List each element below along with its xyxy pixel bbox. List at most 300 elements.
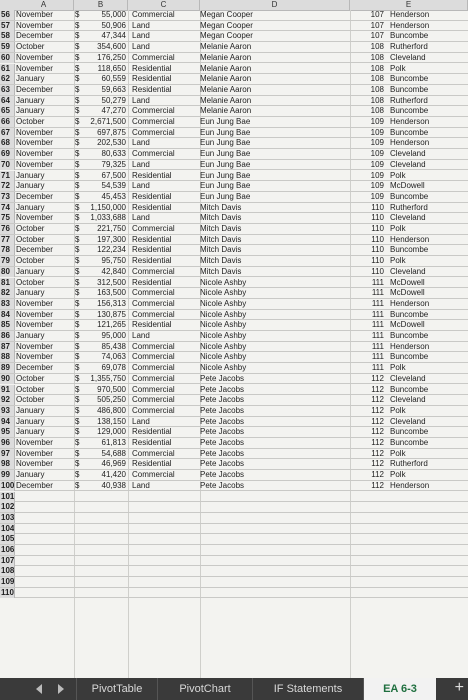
row-number[interactable]: 76 bbox=[0, 224, 15, 234]
type-cell[interactable]: Land bbox=[132, 20, 150, 30]
amount-cell[interactable]: 1,150,000 bbox=[90, 202, 126, 212]
row-number[interactable]: 67 bbox=[0, 128, 15, 138]
agent-code-cell[interactable]: 107 bbox=[370, 31, 384, 41]
agent-code-cell[interactable]: 110 bbox=[371, 224, 384, 233]
agent-cell[interactable]: Nicole Ashby bbox=[200, 341, 247, 351]
amount-cell[interactable]: 47,270 bbox=[101, 106, 126, 116]
amount-cell[interactable]: 74,063 bbox=[101, 352, 126, 362]
agent-cell[interactable]: Nicole Ashby bbox=[200, 352, 247, 362]
row-number[interactable]: 68 bbox=[0, 138, 15, 148]
row-number[interactable]: 66 bbox=[0, 117, 15, 127]
agent-cell[interactable]: Pete Jacobs bbox=[200, 395, 245, 405]
month-cell[interactable]: October bbox=[16, 224, 45, 233]
agent-cell[interactable]: Mitch Davis bbox=[200, 266, 242, 276]
month-cell[interactable]: November bbox=[16, 309, 53, 319]
row-number[interactable]: 61 bbox=[0, 64, 15, 74]
amount-cell[interactable]: 79,325 bbox=[101, 159, 126, 169]
row-number[interactable]: 77 bbox=[0, 235, 15, 245]
amount-cell[interactable]: 46,969 bbox=[101, 459, 126, 469]
type-cell[interactable]: Residential bbox=[132, 459, 172, 469]
month-cell[interactable]: January bbox=[16, 416, 45, 426]
empty-row[interactable] bbox=[0, 545, 468, 556]
table-row[interactable] bbox=[0, 278, 468, 289]
row-number[interactable]: 103 bbox=[1, 512, 15, 522]
amount-cell[interactable]: 202,530 bbox=[97, 138, 126, 148]
month-cell[interactable]: November bbox=[16, 352, 53, 362]
amount-cell[interactable]: 95,750 bbox=[101, 256, 126, 266]
month-cell[interactable]: December bbox=[16, 363, 53, 373]
office-cell[interactable]: Henderson bbox=[390, 341, 430, 351]
agent-cell[interactable]: Mitch Davis bbox=[200, 202, 242, 212]
type-cell[interactable]: Land bbox=[132, 31, 150, 41]
office-cell[interactable]: Polk bbox=[390, 224, 406, 233]
amount-cell[interactable]: 163,500 bbox=[97, 288, 126, 298]
tab-ea-6-3[interactable]: EA 6-3 bbox=[363, 678, 436, 700]
amount-cell[interactable]: 505,250 bbox=[97, 395, 126, 405]
office-cell[interactable]: Cleveland bbox=[390, 395, 426, 405]
type-cell[interactable]: Commercial bbox=[132, 363, 175, 373]
office-cell[interactable]: Buncombe bbox=[390, 331, 429, 340]
agent-cell[interactable]: Nicole Ashby bbox=[200, 320, 247, 330]
table-row[interactable] bbox=[0, 256, 468, 267]
type-cell[interactable]: Commercial bbox=[132, 384, 175, 394]
table-row[interactable] bbox=[0, 385, 468, 396]
table-row[interactable] bbox=[0, 203, 468, 214]
month-cell[interactable]: January bbox=[16, 74, 45, 84]
amount-cell[interactable]: 970,500 bbox=[97, 384, 126, 394]
amount-cell[interactable]: 61,813 bbox=[101, 438, 126, 447]
type-cell[interactable]: Land bbox=[132, 480, 150, 490]
amount-cell[interactable]: 50,279 bbox=[101, 95, 126, 105]
office-cell[interactable]: Buncombe bbox=[390, 106, 429, 116]
agent-cell[interactable]: Nicole Ashby bbox=[200, 277, 247, 287]
empty-row[interactable] bbox=[0, 513, 468, 524]
office-cell[interactable]: McDowell bbox=[390, 277, 425, 287]
table-row[interactable] bbox=[0, 320, 468, 331]
month-cell[interactable]: November bbox=[16, 10, 53, 19]
agent-cell[interactable]: Melanie Aaron bbox=[200, 63, 252, 73]
table-row[interactable] bbox=[0, 267, 468, 278]
row-number[interactable]: 110 bbox=[1, 587, 14, 597]
month-cell[interactable]: November bbox=[16, 459, 53, 469]
row-number[interactable]: 78 bbox=[0, 245, 15, 255]
table-row[interactable] bbox=[0, 363, 468, 374]
table-row[interactable] bbox=[0, 331, 468, 342]
tab-pivotchart[interactable]: PivotChart bbox=[157, 678, 252, 700]
table-row[interactable] bbox=[0, 128, 468, 139]
row-number[interactable]: 65 bbox=[0, 106, 15, 116]
agent-cell[interactable]: Eun Jung Bae bbox=[200, 159, 251, 169]
table-row[interactable] bbox=[0, 53, 468, 64]
agent-code-cell[interactable]: 111 bbox=[371, 352, 384, 362]
agent-cell[interactable]: Pete Jacobs bbox=[200, 384, 245, 394]
agent-code-cell[interactable]: 110 bbox=[371, 213, 384, 223]
empty-row[interactable] bbox=[0, 556, 468, 567]
agent-cell[interactable]: Melanie Aaron bbox=[200, 106, 252, 116]
agent-code-cell[interactable]: 109 bbox=[370, 138, 384, 148]
agent-cell[interactable]: Megan Cooper bbox=[200, 10, 253, 19]
agent-code-cell[interactable]: 111 bbox=[371, 277, 384, 287]
type-cell[interactable]: Commercial bbox=[132, 266, 175, 276]
agent-code-cell[interactable]: 108 bbox=[370, 106, 384, 116]
agent-code-cell[interactable]: 112 bbox=[371, 384, 384, 394]
next-sheet-icon[interactable] bbox=[58, 684, 64, 694]
row-number[interactable]: 91 bbox=[0, 385, 15, 395]
row-number[interactable]: 60 bbox=[0, 53, 15, 63]
office-cell[interactable]: Buncombe bbox=[390, 31, 429, 41]
month-cell[interactable]: October bbox=[16, 234, 45, 244]
month-cell[interactable]: January bbox=[16, 106, 45, 116]
column-header-e[interactable]: E bbox=[350, 0, 468, 10]
row-number[interactable]: 86 bbox=[0, 331, 15, 341]
office-cell[interactable]: Henderson bbox=[390, 117, 430, 126]
table-row[interactable] bbox=[0, 310, 468, 321]
agent-code-cell[interactable]: 112 bbox=[371, 459, 384, 469]
amount-cell[interactable]: 95,000 bbox=[101, 331, 126, 340]
table-row[interactable] bbox=[0, 427, 468, 438]
row-number[interactable]: 93 bbox=[0, 406, 15, 416]
office-cell[interactable]: Rutherford bbox=[390, 95, 428, 105]
type-cell[interactable]: Land bbox=[132, 331, 150, 340]
row-number[interactable]: 84 bbox=[0, 310, 15, 320]
agent-cell[interactable]: Pete Jacobs bbox=[200, 427, 245, 437]
amount-cell[interactable]: 67,500 bbox=[101, 170, 126, 180]
row-number[interactable]: 81 bbox=[0, 278, 15, 288]
table-row[interactable] bbox=[0, 449, 468, 460]
office-cell[interactable]: Rutherford bbox=[390, 42, 428, 52]
month-cell[interactable]: December bbox=[16, 245, 53, 255]
type-cell[interactable]: Residential bbox=[132, 84, 172, 94]
agent-code-cell[interactable]: 110 bbox=[371, 256, 384, 266]
table-row[interactable] bbox=[0, 74, 468, 85]
amount-cell[interactable]: 69,078 bbox=[101, 363, 126, 373]
type-cell[interactable]: Commercial bbox=[132, 149, 175, 159]
row-number[interactable]: 83 bbox=[0, 299, 15, 309]
agent-cell[interactable]: Pete Jacobs bbox=[200, 416, 245, 426]
agent-cell[interactable]: Eun Jung Bae bbox=[200, 117, 251, 126]
amount-cell[interactable]: 156,313 bbox=[97, 298, 126, 308]
office-cell[interactable]: Buncombe bbox=[390, 427, 429, 437]
table-row[interactable] bbox=[0, 31, 468, 42]
type-cell[interactable]: Residential bbox=[132, 256, 172, 266]
table-row[interactable] bbox=[0, 96, 468, 107]
type-cell[interactable]: Commercial bbox=[132, 298, 175, 308]
agent-cell[interactable]: Melanie Aaron bbox=[200, 95, 252, 105]
month-cell[interactable]: January bbox=[16, 470, 45, 480]
agent-code-cell[interactable]: 111 bbox=[371, 298, 384, 308]
table-row[interactable] bbox=[0, 117, 468, 128]
table-row[interactable] bbox=[0, 149, 468, 160]
agent-code-cell[interactable]: 110 bbox=[371, 266, 384, 276]
table-row[interactable] bbox=[0, 406, 468, 417]
type-cell[interactable]: Residential bbox=[132, 277, 172, 287]
agent-cell[interactable]: Pete Jacobs bbox=[200, 373, 245, 383]
type-cell[interactable]: Commercial bbox=[132, 448, 175, 458]
type-cell[interactable]: Land bbox=[132, 416, 150, 426]
month-cell[interactable]: November bbox=[16, 63, 53, 73]
row-number[interactable]: 58 bbox=[0, 31, 15, 41]
agent-code-cell[interactable]: 111 bbox=[371, 331, 384, 340]
type-cell[interactable]: Residential bbox=[132, 234, 172, 244]
month-cell[interactable]: October bbox=[16, 277, 45, 287]
office-cell[interactable]: Buncombe bbox=[390, 438, 429, 447]
type-cell[interactable]: Land bbox=[132, 95, 150, 105]
type-cell[interactable]: Commercial bbox=[132, 117, 175, 126]
agent-cell[interactable]: Mitch Davis bbox=[200, 213, 242, 223]
row-number[interactable]: 82 bbox=[0, 288, 15, 298]
office-cell[interactable]: Henderson bbox=[390, 20, 430, 30]
empty-row[interactable] bbox=[0, 566, 468, 577]
empty-row[interactable] bbox=[0, 502, 468, 513]
agent-cell[interactable]: Melanie Aaron bbox=[200, 84, 252, 94]
agent-code-cell[interactable]: 109 bbox=[370, 191, 384, 201]
month-cell[interactable]: January bbox=[16, 405, 45, 415]
agent-code-cell[interactable]: 109 bbox=[370, 159, 384, 169]
type-cell[interactable]: Commercial bbox=[132, 127, 175, 137]
row-number[interactable]: 75 bbox=[0, 213, 15, 223]
month-cell[interactable]: January bbox=[16, 202, 45, 212]
type-cell[interactable]: Commercial bbox=[132, 395, 175, 405]
office-cell[interactable]: Cleveland bbox=[390, 373, 426, 383]
month-cell[interactable]: November bbox=[16, 127, 53, 137]
agent-code-cell[interactable]: 112 bbox=[371, 427, 384, 437]
agent-cell[interactable]: Melanie Aaron bbox=[200, 42, 252, 52]
empty-row[interactable] bbox=[0, 577, 468, 588]
agent-code-cell[interactable]: 108 bbox=[370, 84, 384, 94]
table-row[interactable] bbox=[0, 85, 468, 96]
row-number[interactable]: 104 bbox=[1, 523, 15, 533]
table-row[interactable] bbox=[0, 42, 468, 53]
type-cell[interactable]: Commercial bbox=[132, 405, 175, 415]
row-number[interactable]: 90 bbox=[0, 374, 15, 384]
month-cell[interactable]: November bbox=[16, 149, 53, 159]
row-number[interactable]: 96 bbox=[0, 438, 15, 448]
agent-cell[interactable]: Melanie Aaron bbox=[200, 52, 252, 62]
month-cell[interactable]: November bbox=[16, 213, 53, 223]
table-row[interactable] bbox=[0, 10, 468, 21]
agent-code-cell[interactable]: 108 bbox=[370, 52, 384, 62]
office-cell[interactable]: Rutherford bbox=[390, 202, 428, 212]
type-cell[interactable]: Commercial bbox=[132, 470, 175, 480]
office-cell[interactable]: McDowell bbox=[390, 320, 425, 330]
agent-code-cell[interactable]: 112 bbox=[371, 438, 384, 447]
office-cell[interactable]: Rutherford bbox=[390, 459, 428, 469]
amount-cell[interactable]: 122,234 bbox=[97, 245, 126, 255]
amount-cell[interactable]: 197,300 bbox=[97, 234, 126, 244]
office-cell[interactable]: Polk bbox=[390, 256, 406, 266]
office-cell[interactable]: Buncombe bbox=[390, 84, 429, 94]
agent-cell[interactable]: Nicole Ashby bbox=[200, 331, 247, 340]
row-number[interactable]: 99 bbox=[0, 470, 15, 480]
amount-cell[interactable]: 118,650 bbox=[97, 63, 126, 73]
agent-code-cell[interactable]: 108 bbox=[370, 74, 384, 84]
agent-code-cell[interactable]: 112 bbox=[371, 405, 384, 415]
agent-code-cell[interactable]: 108 bbox=[370, 42, 384, 52]
type-cell[interactable]: Commercial bbox=[132, 309, 175, 319]
agent-code-cell[interactable]: 109 bbox=[370, 149, 384, 159]
row-number[interactable]: 70 bbox=[0, 160, 15, 170]
type-cell[interactable]: Residential bbox=[132, 245, 172, 255]
agent-cell[interactable]: Pete Jacobs bbox=[200, 448, 245, 458]
type-cell[interactable]: Commercial bbox=[132, 288, 175, 298]
month-cell[interactable]: October bbox=[16, 117, 45, 126]
office-cell[interactable]: Cleveland bbox=[390, 266, 426, 276]
office-cell[interactable]: Cleveland bbox=[390, 416, 426, 426]
office-cell[interactable]: Henderson bbox=[390, 480, 430, 490]
type-cell[interactable]: Commercial bbox=[132, 341, 175, 351]
table-row[interactable] bbox=[0, 138, 468, 149]
agent-code-cell[interactable]: 107 bbox=[370, 10, 384, 19]
agent-code-cell[interactable]: 110 bbox=[371, 234, 384, 244]
amount-cell[interactable]: 2,671,500 bbox=[90, 117, 126, 126]
agent-code-cell[interactable]: 108 bbox=[370, 95, 384, 105]
office-cell[interactable]: Henderson bbox=[390, 10, 430, 19]
office-cell[interactable]: Polk bbox=[390, 405, 406, 415]
month-cell[interactable]: December bbox=[16, 84, 53, 94]
previous-sheet-icon[interactable] bbox=[36, 684, 42, 694]
empty-row[interactable] bbox=[0, 524, 468, 535]
type-cell[interactable]: Commercial bbox=[132, 352, 175, 362]
agent-cell[interactable]: Eun Jung Bae bbox=[200, 170, 251, 180]
agent-cell[interactable]: Pete Jacobs bbox=[200, 480, 245, 490]
tab-pivottable[interactable]: PivotTable bbox=[76, 678, 157, 700]
row-number[interactable]: 59 bbox=[0, 42, 15, 52]
agent-code-cell[interactable]: 111 bbox=[371, 320, 384, 330]
column-header-a[interactable]: A bbox=[14, 0, 74, 10]
table-row[interactable] bbox=[0, 171, 468, 182]
office-cell[interactable]: Henderson bbox=[390, 234, 430, 244]
type-cell[interactable]: Residential bbox=[132, 427, 172, 437]
month-cell[interactable]: January bbox=[16, 266, 45, 276]
amount-cell[interactable]: 42,840 bbox=[101, 266, 126, 276]
month-cell[interactable]: December bbox=[16, 191, 53, 201]
month-cell[interactable]: November bbox=[16, 20, 53, 30]
table-row[interactable] bbox=[0, 106, 468, 117]
agent-cell[interactable]: Mitch Davis bbox=[200, 234, 242, 244]
agent-cell[interactable]: Melanie Aaron bbox=[200, 74, 252, 84]
amount-cell[interactable]: 697,875 bbox=[97, 127, 126, 137]
office-cell[interactable]: McDowell bbox=[390, 181, 425, 191]
row-number[interactable]: 80 bbox=[0, 267, 15, 277]
row-number[interactable]: 94 bbox=[0, 417, 15, 427]
agent-code-cell[interactable]: 109 bbox=[370, 181, 384, 191]
office-cell[interactable]: Buncombe bbox=[390, 245, 429, 255]
month-cell[interactable]: January bbox=[16, 288, 45, 298]
amount-cell[interactable]: 221,750 bbox=[97, 224, 126, 233]
agent-cell[interactable]: Nicole Ashby bbox=[200, 288, 247, 298]
add-sheet-button[interactable]: + bbox=[454, 679, 464, 696]
row-number[interactable]: 106 bbox=[1, 545, 15, 554]
table-row[interactable] bbox=[0, 342, 468, 353]
office-cell[interactable]: Henderson bbox=[390, 138, 430, 148]
agent-code-cell[interactable]: 108 bbox=[370, 63, 384, 73]
agent-code-cell[interactable]: 107 bbox=[370, 20, 384, 30]
agent-cell[interactable]: Mitch Davis bbox=[200, 224, 242, 233]
amount-cell[interactable]: 1,355,750 bbox=[90, 373, 126, 383]
row-number[interactable]: 72 bbox=[0, 181, 15, 191]
row-number[interactable]: 97 bbox=[0, 449, 15, 459]
type-cell[interactable]: Commercial bbox=[132, 224, 175, 233]
month-cell[interactable]: January bbox=[16, 170, 45, 180]
amount-cell[interactable]: 129,000 bbox=[97, 427, 126, 437]
type-cell[interactable]: Residential bbox=[132, 74, 172, 84]
row-number[interactable]: 62 bbox=[0, 74, 15, 84]
table-row[interactable] bbox=[0, 213, 468, 224]
agent-cell[interactable]: Pete Jacobs bbox=[200, 405, 245, 415]
type-cell[interactable]: Residential bbox=[132, 202, 172, 212]
office-cell[interactable]: Cleveland bbox=[390, 52, 426, 62]
agent-cell[interactable]: Nicole Ashby bbox=[200, 298, 247, 308]
row-number[interactable]: 71 bbox=[0, 171, 15, 181]
type-cell[interactable]: Commercial bbox=[132, 106, 175, 116]
office-cell[interactable]: Cleveland bbox=[390, 159, 426, 169]
office-cell[interactable]: Polk bbox=[390, 170, 406, 180]
amount-cell[interactable]: 60,559 bbox=[101, 74, 126, 84]
month-cell[interactable]: October bbox=[16, 395, 45, 405]
row-number[interactable]: 69 bbox=[0, 149, 15, 159]
agent-cell[interactable]: Mitch Davis bbox=[200, 256, 242, 266]
amount-cell[interactable]: 59,663 bbox=[101, 84, 126, 94]
agent-code-cell[interactable]: 112 bbox=[371, 416, 384, 426]
amount-cell[interactable]: 121,265 bbox=[97, 320, 126, 330]
row-number[interactable]: 102 bbox=[1, 502, 15, 512]
amount-cell[interactable]: 80,633 bbox=[101, 149, 126, 159]
agent-code-cell[interactable]: 112 bbox=[371, 480, 384, 490]
agent-code-cell[interactable]: 111 bbox=[371, 341, 384, 351]
empty-row[interactable] bbox=[0, 492, 468, 503]
month-cell[interactable]: January bbox=[16, 181, 45, 191]
row-number[interactable]: 73 bbox=[0, 192, 15, 202]
agent-code-cell[interactable]: 109 bbox=[370, 127, 384, 137]
office-cell[interactable]: Buncombe bbox=[390, 191, 429, 201]
amount-cell[interactable]: 354,600 bbox=[97, 42, 126, 52]
office-cell[interactable]: Buncombe bbox=[390, 127, 429, 137]
agent-cell[interactable]: Pete Jacobs bbox=[200, 459, 245, 469]
table-row[interactable] bbox=[0, 459, 468, 470]
agent-code-cell[interactable]: 109 bbox=[370, 170, 384, 180]
row-number[interactable]: 74 bbox=[0, 203, 15, 213]
agent-code-cell[interactable]: 110 bbox=[371, 245, 384, 255]
month-cell[interactable]: November bbox=[16, 52, 53, 62]
type-cell[interactable]: Residential bbox=[132, 63, 172, 73]
amount-cell[interactable]: 55,000 bbox=[101, 10, 126, 19]
row-number[interactable]: 98 bbox=[0, 459, 15, 469]
month-cell[interactable]: November bbox=[16, 448, 53, 458]
row-number[interactable]: 79 bbox=[0, 256, 15, 266]
month-cell[interactable]: January bbox=[16, 427, 45, 437]
office-cell[interactable]: Buncombe bbox=[390, 74, 429, 84]
table-row[interactable] bbox=[0, 21, 468, 32]
table-row[interactable] bbox=[0, 224, 468, 235]
table-row[interactable] bbox=[0, 352, 468, 363]
table-row[interactable] bbox=[0, 470, 468, 481]
office-cell[interactable]: McDowell bbox=[390, 288, 425, 298]
table-row[interactable] bbox=[0, 299, 468, 310]
amount-cell[interactable]: 45,453 bbox=[101, 191, 126, 201]
amount-cell[interactable]: 486,800 bbox=[97, 405, 126, 415]
table-row[interactable] bbox=[0, 481, 468, 492]
type-cell[interactable]: Land bbox=[132, 181, 150, 191]
row-number[interactable]: 105 bbox=[1, 534, 15, 544]
agent-cell[interactable]: Eun Jung Bae bbox=[200, 138, 251, 148]
row-number[interactable]: 56 bbox=[0, 10, 15, 20]
table-row[interactable] bbox=[0, 235, 468, 246]
office-cell[interactable]: Buncombe bbox=[390, 352, 429, 362]
amount-cell[interactable]: 47,344 bbox=[101, 31, 126, 41]
agent-code-cell[interactable]: 109 bbox=[370, 117, 384, 126]
type-cell[interactable]: Residential bbox=[132, 170, 172, 180]
row-number[interactable]: 95 bbox=[0, 427, 15, 437]
